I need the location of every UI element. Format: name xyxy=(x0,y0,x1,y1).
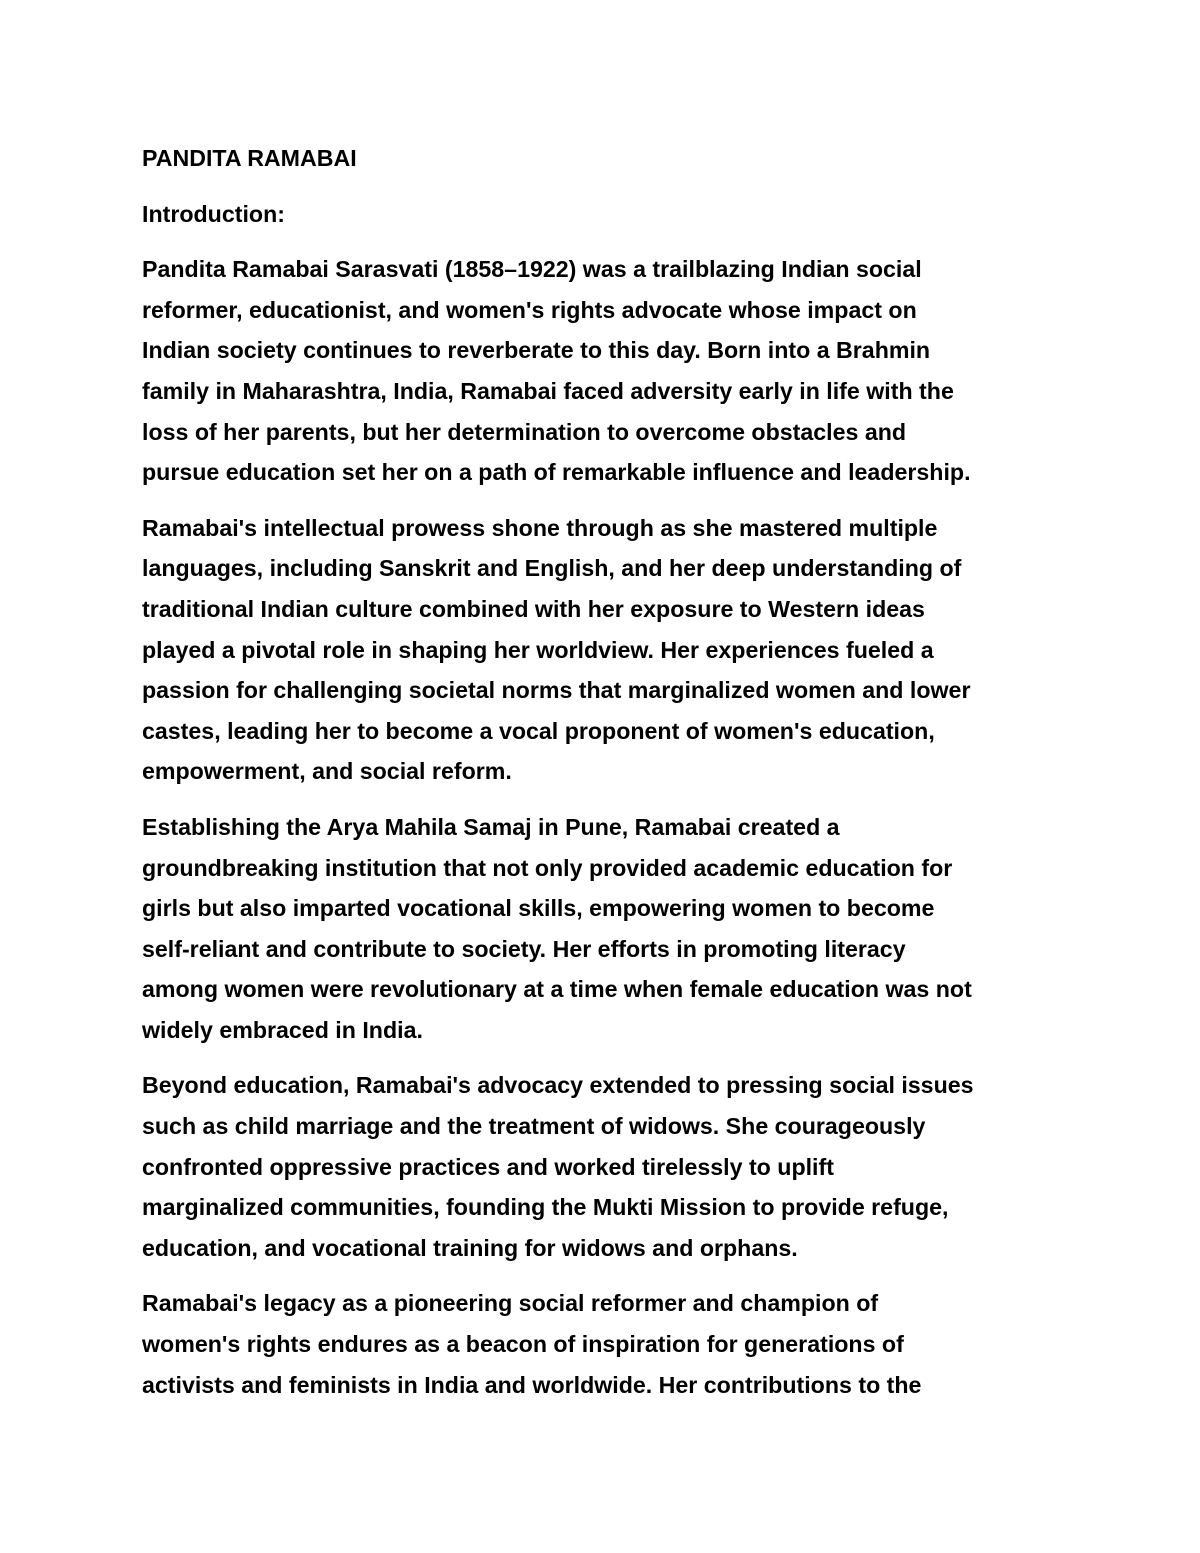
text-line: castes, leading her to become a vocal proponent of women's education, xyxy=(142,717,935,744)
text-line: Beyond education, Ramabai's advocacy extended to pressing social issues xyxy=(142,1072,974,1099)
text-line: confronted oppressive practices and worked tirelessly to uplift xyxy=(142,1153,834,1180)
section-heading: Introduction: xyxy=(142,200,285,227)
text-line: groundbreaking institution that not only provided academic education for xyxy=(142,854,953,881)
text-line: women's rights endures as a beacon of inspiration for generations of xyxy=(142,1331,904,1358)
text-line: passion for challenging societal norms that marginalized women and lower xyxy=(142,677,971,704)
text-line: family in Maharashtra, India, Ramabai faced adversity early in life with the xyxy=(142,377,954,404)
text-line: played a pivotal role in shaping her worldview. Her experiences fueled a xyxy=(142,636,934,663)
text-line: loss of her parents, but her determination to overcome obstacles and xyxy=(142,418,907,445)
text-line: reformer, educationist, and women's rights advocate whose impact on xyxy=(142,296,917,323)
text-line: Pandita Ramabai Sarasvati (1858–1922) was a trailblazing Indian social xyxy=(142,256,922,283)
text-line: empowerment, and social reform. xyxy=(142,758,512,785)
text-line: languages, including Sanskrit and English, and her deep understanding of xyxy=(142,555,962,582)
paragraph-2 xyxy=(142,508,1072,792)
text-line: traditional Indian culture combined with her exposure to Western ideas xyxy=(142,595,925,622)
text-line: widely embraced in India. xyxy=(142,1016,423,1043)
document-body xyxy=(142,138,1072,1420)
paragraph-5 xyxy=(142,1283,1072,1405)
text-line: Ramabai's legacy as a pioneering social reformer and champion of xyxy=(142,1290,879,1317)
text-line: Establishing the Arya Mahila Samaj in Pune, Ramabai created a xyxy=(142,813,840,840)
text-line: Indian society continues to reverberate to this day. Born into a Brahmin xyxy=(142,337,931,364)
text-line: pursue education set her on a path of remarkable influence and leadership. xyxy=(142,459,971,486)
text-line: among women were revolutionary at a time when female education was not xyxy=(142,976,972,1003)
text-line: girls but also imparted vocational skills, empowering women to become xyxy=(142,895,935,922)
text-line: education, and vocational training for widows and orphans. xyxy=(142,1234,798,1261)
paragraph-1 xyxy=(142,249,1072,493)
text-line: Ramabai's intellectual prowess shone through as she mastered multiple xyxy=(142,514,938,541)
paragraph-4 xyxy=(142,1065,1072,1268)
text-line: such as child marriage and the treatment of widows. She courageously xyxy=(142,1113,926,1140)
text-line: marginalized communities, founding the Mukti Mission to provide refuge, xyxy=(142,1194,949,1221)
text-line: activists and feminists in India and worldwide. Her contributions to the xyxy=(142,1371,922,1398)
paragraph-3 xyxy=(142,807,1072,1051)
text-line: self-reliant and contribute to society. Her efforts in promoting literacy xyxy=(142,935,906,962)
document-title: PANDITA RAMABAI xyxy=(142,145,357,171)
